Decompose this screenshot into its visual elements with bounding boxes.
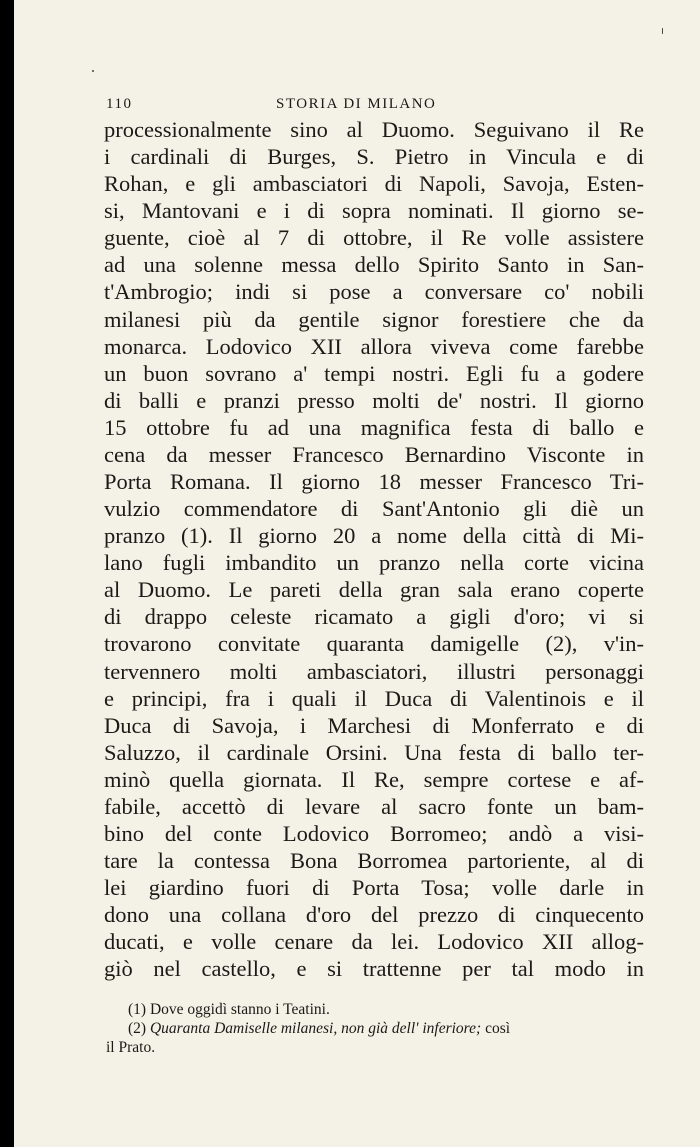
- text-line: Rohan, e gli ambasciatori di Napoli, Savoja, Esten-: [104, 171, 644, 197]
- text-line: giò nel castello, e si trattenne per tal modo in: [104, 956, 644, 982]
- book-page: [14, 0, 700, 1147]
- page-header: [106, 96, 642, 116]
- footnote-2-marker: (2): [128, 1020, 147, 1037]
- text-line: tare la contessa Bona Borromea partoriente, al di: [104, 848, 644, 874]
- footnote-1: (1) Dove oggidì stanno i Teatini.: [128, 1001, 330, 1018]
- paper-speck: [92, 70, 94, 72]
- text-line: dono una collana d'oro del prezzo di cinquecento: [104, 902, 644, 928]
- footnote-2-continuation: il Prato.: [106, 1039, 156, 1056]
- text-line: lei giardino fuori di Porta Tosa; volle darle in: [104, 875, 644, 901]
- text-line: lano fugli imbandito un pranzo nella corte vicina: [104, 550, 644, 576]
- text-line: Porta Romana. Il giorno 18 messer Francesco Tri-: [104, 469, 644, 495]
- text-line: e principi, fra i quali il Duca di Valentinois e il: [104, 685, 644, 711]
- footnote-2: [106, 1019, 646, 1038]
- text-line: tervennero molti ambasciatori, illustri personaggi: [104, 658, 644, 684]
- text-line: di balli e pranzi presso molti de' nostri. Il giorno: [104, 387, 644, 413]
- text-line: pranzo (1). Il giorno 20 a nome della città di Mi-: [104, 523, 644, 549]
- text-line: si, Mantovani e i di sopra nominati. Il giorno se-: [104, 198, 644, 224]
- text-line: monarca. Lodovico XII allora viveva come farebbe: [104, 333, 644, 359]
- text-line: milanesi più da gentile signor forestiere che da: [104, 306, 644, 332]
- text-line: minò quella giornata. Il Re, sempre cortese e af-: [104, 766, 644, 792]
- text-line: Saluzzo, il cardinale Orsini. Una festa di ballo ter-: [104, 739, 644, 765]
- footnote-2-quote: Quaranta Damiselle milanesi, non già dell' inferiore;: [149, 1020, 482, 1037]
- text-line: Duca di Savoja, i Marchesi di Monferrato e di: [104, 712, 644, 738]
- text-line: vulzio commendatore di Sant'Antonio gli diè un: [104, 496, 644, 522]
- text-line: ducati, e volle cenare da lei. Lodovico XII allog-: [104, 929, 644, 955]
- text-line: ad una solenne messa dello Spirito Santo in San-: [104, 252, 644, 278]
- text-line: i cardinali di Burges, S. Pietro in Vincula e di: [104, 144, 644, 170]
- text-line: al Duomo. Le pareti della gran sala erano coperte: [104, 577, 644, 603]
- text-line: fabile, accettò di levare al sacro fonte un bam-: [104, 793, 644, 819]
- text-line: bino del conte Lodovico Borromeo; andò a visi-: [104, 821, 644, 847]
- text-line: t'Ambrogio; indi si pose a conversare co' nobili: [104, 279, 644, 305]
- running-title: STORIA DI MILANO: [276, 96, 437, 112]
- body-text: [104, 116, 644, 983]
- footnote-2-tail: così: [485, 1020, 511, 1037]
- text-line: di drappo celeste ricamato a gigli d'oro; vi si: [104, 604, 644, 630]
- text-line: processionalmente sino al Duomo. Seguivano il Re: [104, 117, 644, 142]
- paper-speck: [662, 28, 663, 34]
- text-line: 15 ottobre fu ad una magnifica festa di ballo e: [104, 414, 644, 440]
- text-line: cena da messer Francesco Bernardino Visconte in: [104, 441, 644, 467]
- text-line: trovarono convitate quaranta damigelle (2), v'in-: [104, 631, 644, 657]
- text-line: un buon sovrano a' tempi nostri. Egli fu a godere: [104, 360, 644, 386]
- page-number: 110: [106, 96, 133, 112]
- text-line: guente, cioè al 7 di ottobre, il Re volle assistere: [104, 225, 644, 251]
- footnotes: [106, 1000, 646, 1057]
